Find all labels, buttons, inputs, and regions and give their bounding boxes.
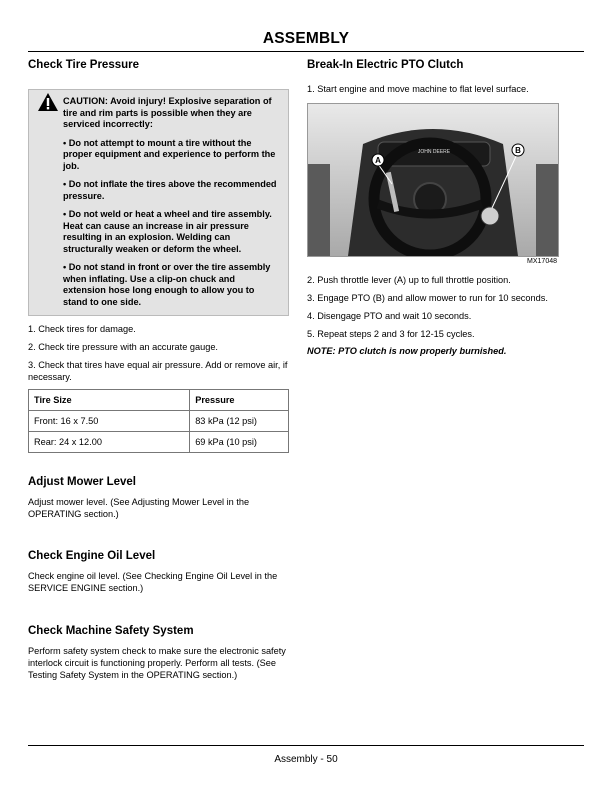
safety-system-section	[28, 625, 289, 681]
page-footer: Assembly - 50	[274, 754, 338, 765]
column-header-tire-size: Tire Size	[29, 390, 190, 411]
pto-steps-list	[307, 274, 569, 340]
engine-oil-body: Check engine oil level. (See Checking Engine Oil Level in the SERVICE ENGINE section.)	[28, 571, 278, 593]
table-header-row	[29, 390, 289, 411]
dashboard-photo	[307, 103, 559, 257]
footer-rule	[28, 745, 584, 746]
steering-wheel-illustration	[308, 104, 558, 256]
caution-bullet: • Do not stand in front or over the tire assembly when inflating. Use a clip-on chuck and extension hose long enough to allow you to stand to one side.	[63, 262, 271, 307]
warning-triangle-icon	[37, 92, 59, 116]
caution-bullet: • Do not weld or heat a wheel and tire assembly. Heat can cause an increase in air pressure resulting in an explosion. Welding can structurally weaken or deform the wheel.	[63, 209, 272, 254]
caution-bullet: • Do not attempt to mount a tire without the proper equipment and experience to perform the job.	[63, 137, 276, 171]
right-column	[307, 59, 569, 356]
list-item: 3. Check that tires have equal air pressure. Add or remove air, if necessary.	[28, 360, 288, 382]
tire-pressure-heading: Check Tire Pressure	[28, 59, 140, 71]
mower-level-body: Adjust mower level. (See Adjusting Mower Level in the OPERATING section.)	[28, 497, 250, 519]
column-header-pressure: Pressure	[190, 390, 289, 411]
list-item: 1. Start engine and move machine to flat level surface.	[307, 84, 529, 94]
caution-bullet: • Do not inflate the tires above the recommended pressure.	[63, 179, 277, 201]
photo-caption: MX17048	[527, 258, 557, 265]
page-title: ASSEMBLY	[262, 30, 350, 47]
pto-clutch-heading: Break-In Electric PTO Clutch	[307, 59, 464, 71]
table-row	[29, 411, 289, 432]
table-cell: Front: 16 x 7.50	[29, 411, 190, 432]
list-item: 2. Check tire pressure with an accurate gauge.	[28, 342, 218, 352]
tire-steps-list	[28, 323, 289, 383]
mower-level-heading: Adjust Mower Level	[28, 476, 136, 488]
callout-a-label: A	[375, 156, 381, 165]
callout-b-label: B	[515, 146, 521, 155]
table-row	[29, 432, 289, 453]
tire-pressure-table	[28, 389, 289, 453]
dash-brand-text: JOHN DEERE	[417, 149, 451, 155]
table-cell: Rear: 24 x 12.00	[29, 432, 190, 453]
caution-intro-block	[37, 96, 280, 131]
list-item: 5. Repeat steps 2 and 3 for 12-15 cycles.	[307, 329, 475, 339]
list-item: 4. Disengage PTO and wait 10 seconds.	[307, 311, 472, 321]
mower-level-section	[28, 476, 289, 520]
engine-oil-heading: Check Engine Oil Level	[28, 550, 156, 562]
list-item: 1. Check tires for damage.	[28, 324, 136, 334]
safety-system-body: Perform safety system check to make sure the electronic safety interlock circuit is functioning properly. Perform all tests. (See Testing Safety System in the OPERATING section.)	[28, 646, 286, 680]
caution-box	[28, 89, 289, 316]
table-cell: 69 kPa (10 psi)	[190, 432, 289, 453]
list-item: 3. Engage PTO (B) and allow mower to run for 10 seconds.	[307, 293, 548, 303]
safety-system-heading: Check Machine Safety System	[28, 625, 194, 637]
header-rule	[28, 51, 584, 52]
pto-note: NOTE: PTO clutch is now properly burnished.	[307, 346, 507, 356]
caution-intro-text: CAUTION: Avoid injury! Explosive separation of tire and rim parts is possible when they are serviced incorrectly:	[63, 96, 272, 129]
list-item: 2. Push throttle lever (A) up to full throttle position.	[307, 275, 511, 285]
table-cell: 83 kPa (12 psi)	[190, 411, 289, 432]
engine-oil-section	[28, 550, 289, 594]
left-column	[28, 59, 289, 680]
